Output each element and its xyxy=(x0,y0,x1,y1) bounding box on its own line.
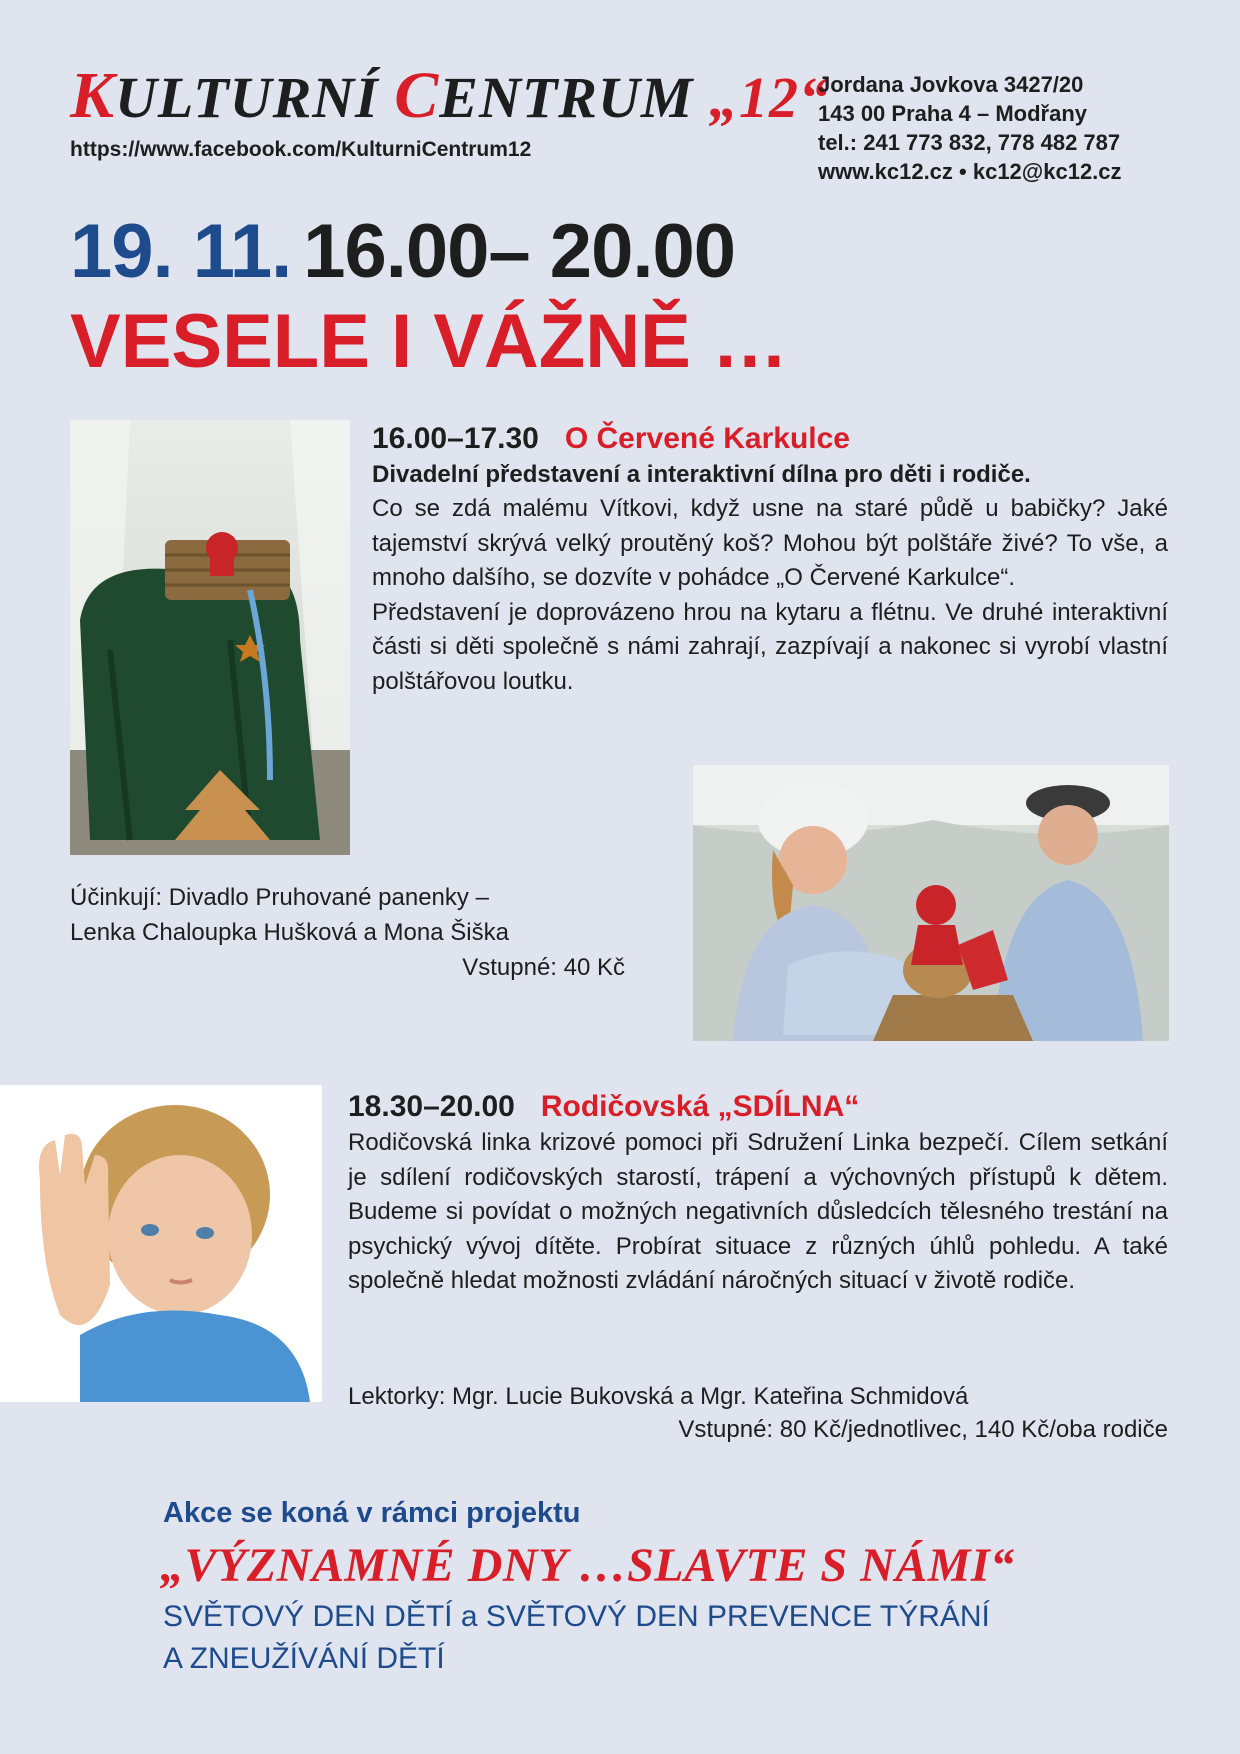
section-karkulka-time: 16.00–17.30 xyxy=(372,422,539,455)
section-karkulka xyxy=(372,420,1168,699)
phone: tel.: 241 773 832, 778 482 787 xyxy=(818,130,1121,155)
logo xyxy=(70,58,829,134)
project-days xyxy=(163,1596,990,1680)
logo-word-2: ENTRUM xyxy=(439,65,694,130)
logo-initial-k: K xyxy=(70,59,116,132)
event-time: 16.00– 20.00 xyxy=(303,209,735,294)
section-karkulka-p2: Představení je doprovázeno hrou na kytaru a flétnu. Ve druhé interaktivní části si děti společně s námi zahrají, zazpívají a nakonec si vyrobí vlastní polštářovou loutku. xyxy=(372,598,1168,695)
project-intro: Akce se koná v rámci projektu xyxy=(163,1497,581,1529)
performers-line-2: Lenka Chaloupka Hušková a Mona Šiška xyxy=(70,919,509,946)
web-email[interactable]: www.kc12.cz • kc12@kc12.cz xyxy=(818,159,1122,184)
section-karkulka-name: O Červené Karkulce xyxy=(564,422,850,455)
section-sdilna-body: Rodičovská linka krizové pomoci při Sdružení Linka bezpečí. Cílem setkání je sdílení rodičovských starostí, trápení a výchovných přístupů k dětem. Budeme si povídat o možných negativních důsledcích tělesného trestání na psychický vývoj dítěte. Probírat situace z různých úhlů pohledu. A také společně hledat možnosti zvládání náročných situací v životě rodiče. xyxy=(348,1129,1168,1294)
project-name: „VÝZNAMNÉ DNY …SLAVTE S NÁMI“ xyxy=(160,1539,1015,1592)
puppet-stage-photo xyxy=(70,420,350,855)
section-karkulka-heading xyxy=(372,420,1168,458)
event-datetime xyxy=(70,210,735,294)
contact-block xyxy=(818,70,1122,186)
facebook-link[interactable]: https://www.facebook.com/KulturniCentrum12 xyxy=(70,138,532,161)
logo-number: „12“ xyxy=(693,65,829,130)
section-sdilna-time: 18.30–20.00 xyxy=(348,1090,515,1123)
section-karkulka-price: Vstupné: 40 Kč xyxy=(462,954,625,981)
section-sdilna xyxy=(348,1088,1168,1299)
child-photo xyxy=(0,1085,322,1402)
section-sdilna-price: Vstupné: 80 Kč/jednotlivec, 140 Kč/oba rodiče xyxy=(678,1416,1168,1443)
address-street: Jordana Jovkova 3427/20 xyxy=(818,72,1084,97)
logo-initial-c: C xyxy=(394,59,440,132)
section-karkulka-performers xyxy=(70,880,625,985)
section-karkulka-p1: Co se zdá malému Vítkovi, když usne na staré půdě u babičky? Jaké tajemství skrývá velký proutěný koš? Mohou být polštáře živé? To vše, a mnoho dalšího, se dozvíte v pohádce „O Červené Karkulce“. xyxy=(372,495,1168,591)
project-days-line-1: SVĚTOVÝ DEN DĚTÍ a SVĚTOVÝ DEN PREVENCE TÝRÁNÍ xyxy=(163,1600,990,1633)
event-date: 19. 11. xyxy=(70,209,292,294)
section-sdilna-name: Rodičovská „SDÍLNA“ xyxy=(540,1090,860,1123)
performers-photo xyxy=(693,765,1169,1041)
project-days-line-2: A ZNEUŽÍVÁNÍ DĚTÍ xyxy=(163,1642,445,1675)
performers-line-1: Účinkují: Divadlo Pruhované panenky – xyxy=(70,884,489,911)
section-sdilna-lecturers: Lektorky: Mgr. Lucie Bukovská a Mgr. Kateřina Schmidová xyxy=(348,1383,969,1410)
section-karkulka-lead: Divadelní představení a interaktivní dílna pro děti i rodiče. xyxy=(372,461,1031,488)
address-city: 143 00 Praha 4 – Modřany xyxy=(818,101,1088,126)
section-sdilna-heading xyxy=(348,1088,1168,1126)
section-karkulka-body xyxy=(372,492,1168,699)
event-title: VESELE I VÁŽNĚ … xyxy=(70,299,788,384)
logo-word-1: ULTURNÍ xyxy=(115,65,395,130)
